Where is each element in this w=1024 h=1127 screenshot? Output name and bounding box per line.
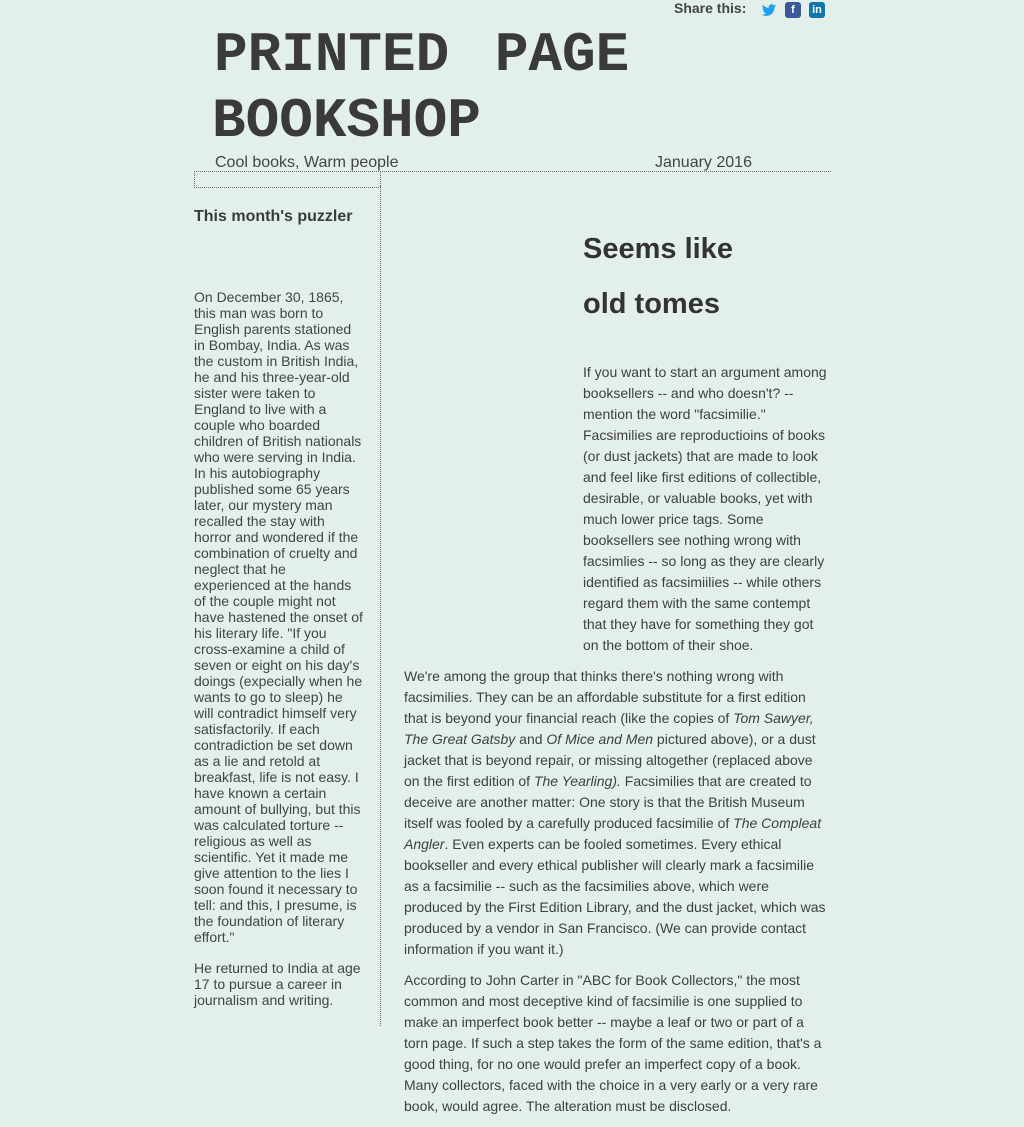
- article-text: and: [515, 731, 547, 747]
- article-title-line-1: Seems like: [583, 233, 733, 265]
- header-divider: [380, 171, 831, 172]
- linkedin-icon[interactable]: in: [809, 2, 825, 18]
- article-body: [404, 362, 830, 1127]
- site-title-line-2: BOOKSHOP: [212, 89, 481, 153]
- book-title: The Yearling).: [533, 773, 621, 789]
- article-text: . Even experts can be fooled sometimes. Every ethical bookseller and every ethical publisher will clearly mark a facsimilie as a facsimilie -- such as the facsimilies above, which were produced by the First Edition Library, and the dust jacket, which was produced by a vendor in San Francisco. (We can provide contact information if you want it.): [404, 836, 826, 957]
- facebook-icon[interactable]: f: [785, 2, 801, 18]
- article-text: Facsimilies that are created to deceive are another matter: One story is that the British Museum itself was fooled by a carefully produced facsimilie of: [404, 773, 812, 831]
- twitter-icon[interactable]: [761, 2, 777, 18]
- puzzler-heading: This month's puzzler: [194, 208, 353, 225]
- site-title-line-1: PRINTED PAGE: [214, 23, 630, 87]
- site-title: [212, 22, 629, 154]
- article-title-line-2: old tomes: [583, 288, 720, 320]
- puzzler-paragraph-1: On December 30, 1865, this man was born to English parents stationed in Bombay, India. As was the custom in British India, he and his three-year-old sister were taken to England to live with a couple who boarded children of British nationals who were serving in India.: [194, 289, 362, 465]
- book-title: The Compleat Angler: [404, 815, 822, 852]
- article-paragraph-1: If you want to start an argument among booksellers -- and who doesn't? -- mention the word "facsimilie." Facsimilies are reproductioins of books (or dust jackets) that are made to look and feel like first editions of collectible, desirable, or valuable books, yet with much lower price tags. Some booksellers see nothing wrong with facsimlies -- so long as they are clearly identified as facsimiilies -- while others regard them with the same contempt that they have for something they got on the bottom of their shoe.: [583, 364, 827, 653]
- article-paragraph-2: [404, 666, 830, 960]
- article-text: We're among the group that thinks there's nothing wrong with facsimilies. They can be an affordable substitute for a first edition that is beyond your financial reach (like the copies of: [404, 668, 806, 726]
- puzzler-paragraph-3: He returned to India at age 17 to pursue a career in journalism and writing.: [194, 960, 361, 1008]
- book-title: Of Mice and Men: [546, 731, 654, 747]
- article-title: [583, 222, 733, 332]
- book-title: Tom Sawyer, The Great Gatsby: [404, 710, 814, 747]
- article-text: pictured above), or a dust jacket that is beyond repair, or missing altogether (replaced above on the first edition of: [404, 731, 816, 789]
- article-paragraph-3: According to John Carter in "ABC for Book Collectors," the most common and most deceptive kind of facsimilie is one supplied to make an imperfect book better -- maybe a leaf or two or part of a torn page. If such a step takes the form of the same edition, that's a good thing, for no one would prefer an imperfect copy of a book. Many collectors, faced with the choice in a very early or a very rare book, would agree. The alteration must be disclosed.: [404, 972, 822, 1114]
- column-divider: [380, 186, 381, 1026]
- puzzler-paragraph-2: In his autobiography published some 65 years later, our mystery man recalled the stay with horror and wondered if the combination of cruelty and neglect that he experienced at the hands of the couple might not have hastened the onset of his literary life. "If you cross-examine a child of seven or eight on his day's doings (expecially when he wants to go to sleep) he will contradict himself very satisfactorily. If each contradiction be set down as a lie and retold at breakfast, life is not easy. I have known a certain amount of bullying, but this was calculated torture -- religious as well as scientific. Yet it made me give attention to the lies I soon found it necessary to tell: and this, I presume, is the foundation of literary effort.": [194, 465, 363, 945]
- share-label: Share this:: [674, 0, 747, 16]
- tagline: Cool books, Warm people: [215, 154, 399, 171]
- issue-date: January 2016: [655, 154, 752, 171]
- sidebar-puzzler: [194, 207, 364, 1008]
- sidebar-header-box: [194, 171, 381, 188]
